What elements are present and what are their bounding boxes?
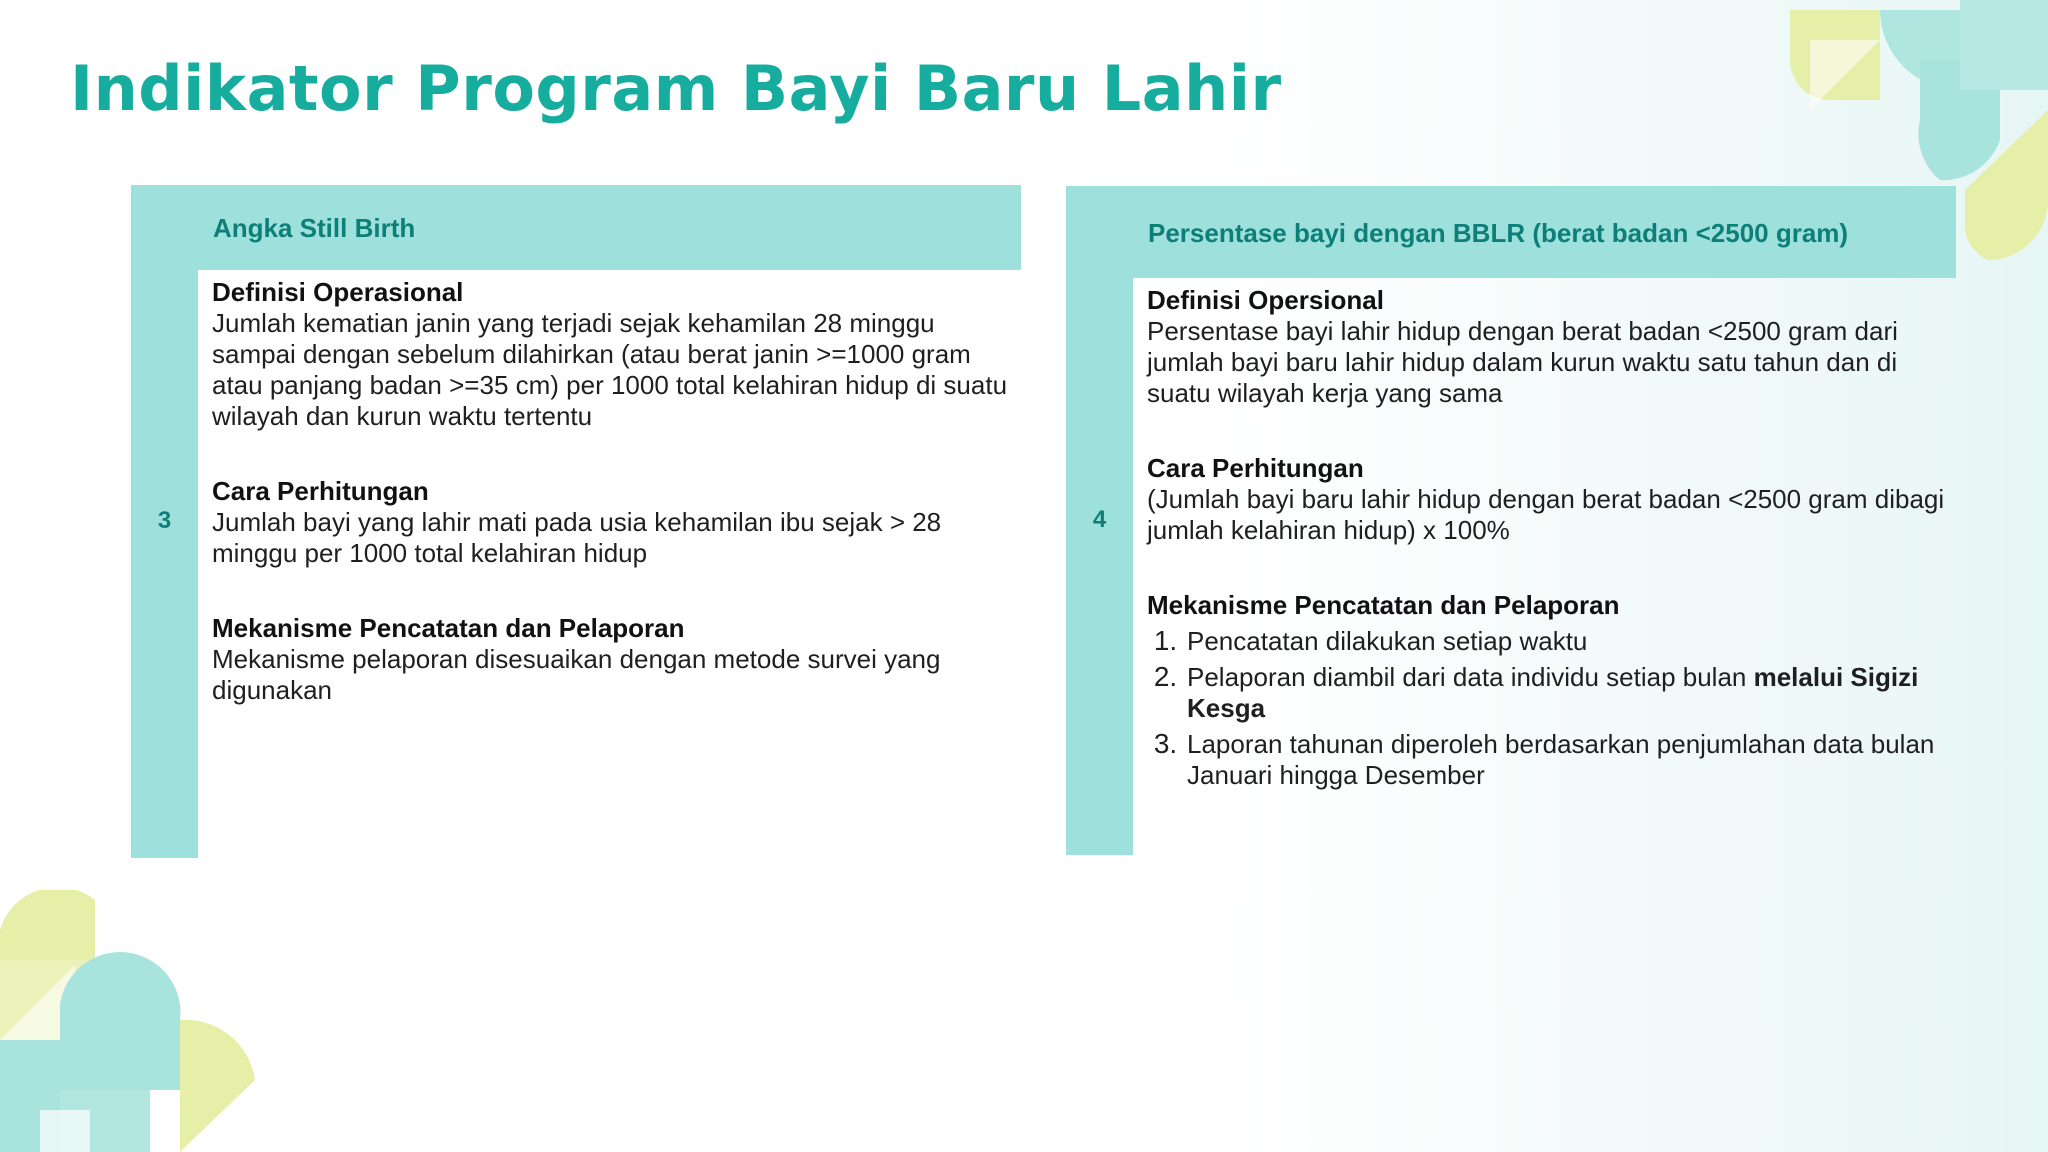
bottom-left-decoration [0, 890, 260, 1152]
definition-title: Definisi Operasional [212, 277, 464, 307]
calculation-text: Jumlah bayi yang lahir mati pada usia kehamilan ibu sejak > 28 minggu per 1000 total kelahiran hidup [212, 507, 942, 568]
list-item-bold-text: melalui Sigizi Kesga [1187, 662, 1919, 723]
card-header [131, 185, 1021, 270]
mechanism-title: Mekanisme Pencatatan dan Pelaporan [1147, 590, 1620, 620]
definition-title: Definisi Opersional [1147, 285, 1384, 315]
card-body [212, 277, 1012, 750]
card-number: 3 [157, 507, 172, 534]
card-body [1147, 285, 1957, 835]
list-item-text: Pelaporan diambil dari data individu setiap bulan [1187, 662, 1754, 692]
list-item-text: Pencatatan dilakukan setiap waktu [1187, 626, 1588, 656]
indicator-card-3 [131, 185, 1021, 858]
mechanism-list [1137, 625, 1957, 791]
card-number: 4 [1092, 506, 1107, 533]
calculation-title: Cara Perhitungan [212, 476, 429, 506]
list-item [1185, 661, 1957, 724]
definition-text: Persentase bayi lahir hidup dengan berat badan <2500 gram dari jumlah bayi baru lahir hidup dalam kurun waktu satu tahun dan di suatu wilayah kerja yang sama [1147, 316, 1898, 408]
slide-title: Indikator Program Bayi Baru Lahir [70, 52, 1282, 125]
list-item [1185, 728, 1957, 791]
definition-text: Jumlah kematian janin yang terjadi sejak kehamilan 28 minggu sampai dengan sebelum dilahirkan (atau berat janin >=1000 gram atau panjang badan >=35 cm) per 1000 total kelahiran hidup di suatu wilayah dan kurun waktu tertentu [212, 308, 1008, 431]
card-header-title: Angka Still Birth [213, 213, 416, 243]
calculation-text: (Jumlah bayi baru lahir hidup dengan berat badan <2500 gram dibagi jumlah kelahiran hidup) x 100% [1147, 484, 1945, 545]
card-header-title: Persentase bayi dengan BBLR (berat badan <2500 gram) [1148, 218, 1849, 248]
calculation-title: Cara Perhitungan [1147, 453, 1364, 483]
list-item-text: Laporan tahunan diperoleh berdasarkan penjumlahan data bulan Januari hingga Desember [1187, 729, 1935, 790]
indicator-card-4 [1066, 186, 1956, 855]
mechanism-title: Mekanisme Pencatatan dan Pelaporan [212, 613, 685, 643]
mechanism-text: Mekanisme pelaporan disesuaikan dengan metode survei yang digunakan [212, 644, 941, 705]
card-header [1066, 186, 1956, 278]
list-item [1185, 625, 1957, 657]
